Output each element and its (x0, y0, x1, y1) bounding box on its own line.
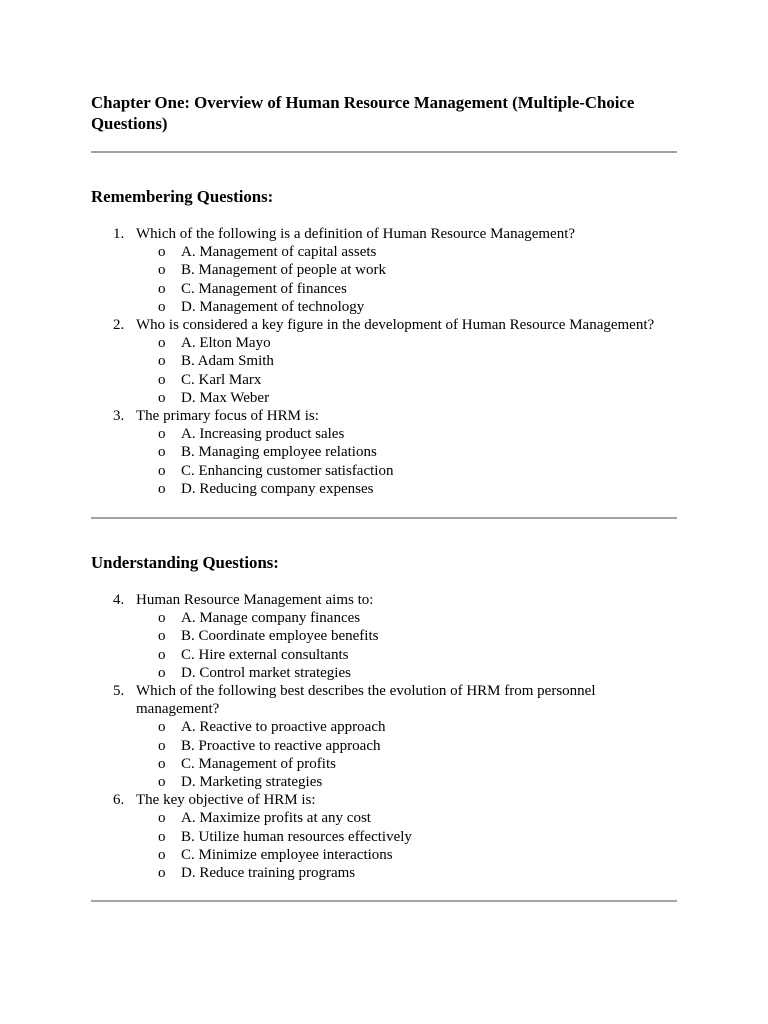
option-item (136, 243, 677, 261)
option-item (136, 773, 677, 791)
question-number: 4. (113, 592, 125, 608)
question-number: 6. (113, 792, 125, 809)
option-text: A. Manage company finances (181, 610, 361, 627)
question-text: Human Resource Management aims to: (136, 592, 374, 608)
option-text: B. Management of people at work (181, 262, 386, 279)
question-item (91, 591, 677, 682)
question-number: 5. (113, 683, 125, 700)
option-item (136, 664, 677, 682)
question-item (91, 225, 677, 316)
question-text: Which of the following best describes the evolution of HRM from personnel management? (136, 683, 596, 718)
question-list (91, 591, 677, 882)
option-bullet: o (158, 737, 166, 754)
option-list (136, 609, 677, 682)
option-item (136, 828, 677, 846)
option-bullet: o (158, 865, 166, 882)
option-text: D. Management of technology (181, 298, 365, 315)
option-item (136, 462, 677, 480)
option-bullet: o (158, 426, 166, 443)
option-item (136, 425, 677, 443)
option-bullet: o (158, 371, 166, 388)
section-divider (91, 151, 677, 153)
option-text: A. Reactive to proactive approach (181, 719, 386, 736)
option-item (136, 755, 677, 773)
section-heading: Remembering Questions: (91, 187, 274, 206)
question-number: 2. (113, 317, 125, 334)
option-text: A. Management of capital assets (181, 244, 377, 261)
question-text: The key objective of HRM is: (136, 792, 316, 809)
option-text: B. Proactive to reactive approach (181, 737, 381, 754)
option-item (136, 352, 677, 370)
option-bullet: o (158, 244, 166, 261)
option-item (136, 480, 677, 498)
option-bullet: o (158, 262, 166, 279)
option-item (136, 846, 677, 864)
option-bullet: o (158, 646, 166, 663)
option-item (136, 609, 677, 627)
option-bullet: o (158, 774, 166, 791)
section-heading: Understanding Questions: (91, 553, 279, 572)
option-text: A. Increasing product sales (181, 426, 345, 443)
option-bullet: o (158, 462, 166, 479)
option-text: C. Management of finances (181, 280, 347, 297)
option-bullet: o (158, 298, 166, 315)
option-bullet: o (158, 444, 166, 461)
option-text: D. Marketing strategies (181, 774, 323, 791)
option-item (136, 334, 677, 352)
option-bullet: o (158, 610, 166, 627)
option-list (136, 718, 677, 791)
option-bullet: o (158, 480, 166, 497)
option-item (136, 280, 677, 298)
option-bullet: o (158, 719, 166, 736)
option-item (136, 389, 677, 407)
option-text: B. Coordinate employee benefits (181, 628, 379, 645)
question-item (91, 407, 677, 498)
document-title: Chapter One: Overview of Human Resource Management (Multiple-Choice Questions) (91, 93, 635, 133)
option-text: C. Karl Marx (181, 371, 262, 388)
option-item (136, 627, 677, 645)
option-bullet: o (158, 664, 166, 681)
option-bullet: o (158, 828, 166, 845)
option-text: D. Reducing company expenses (181, 480, 374, 497)
question-text: Which of the following is a definition of Human Resource Management? (136, 226, 576, 242)
section-divider (91, 900, 677, 902)
question-item (91, 316, 677, 407)
option-item (136, 737, 677, 755)
option-text: D. Reduce training programs (181, 865, 356, 882)
section-divider (91, 517, 677, 519)
option-item (136, 864, 677, 882)
option-text: B. Adam Smith (181, 353, 274, 370)
option-list (136, 809, 677, 882)
option-text: A. Maximize profits at any cost (181, 810, 371, 827)
option-text: C. Hire external consultants (181, 646, 349, 663)
question-text: Who is considered a key figure in the development of Human Resource Management? (136, 317, 655, 334)
option-bullet: o (158, 628, 166, 645)
question-number: 3. (113, 408, 125, 425)
option-bullet: o (158, 389, 166, 406)
option-bullet: o (158, 353, 166, 370)
option-text: C. Management of profits (181, 755, 336, 772)
option-text: D. Max Weber (181, 389, 270, 406)
question-number: 1. (113, 226, 125, 242)
option-item (136, 718, 677, 736)
option-item (136, 443, 677, 461)
option-item (136, 298, 677, 316)
question-item (91, 791, 677, 882)
question-item (91, 682, 677, 791)
option-item (136, 809, 677, 827)
option-bullet: o (158, 846, 166, 863)
option-list (136, 243, 677, 316)
option-bullet: o (158, 335, 166, 352)
option-list (136, 334, 677, 407)
option-text: C. Minimize employee interactions (181, 846, 393, 863)
option-bullet: o (158, 810, 166, 827)
option-text: C. Enhancing customer satisfaction (181, 462, 394, 479)
option-list (136, 425, 677, 498)
option-bullet: o (158, 280, 166, 297)
option-item (136, 646, 677, 664)
option-item (136, 371, 677, 389)
option-text: D. Control market strategies (181, 664, 351, 681)
option-bullet: o (158, 755, 166, 772)
option-item (136, 261, 677, 279)
question-list (91, 225, 677, 498)
question-text: The primary focus of HRM is: (136, 408, 319, 425)
option-text: B. Managing employee relations (181, 444, 377, 461)
option-text: B. Utilize human resources effectively (181, 828, 412, 845)
option-text: A. Elton Mayo (181, 335, 271, 352)
